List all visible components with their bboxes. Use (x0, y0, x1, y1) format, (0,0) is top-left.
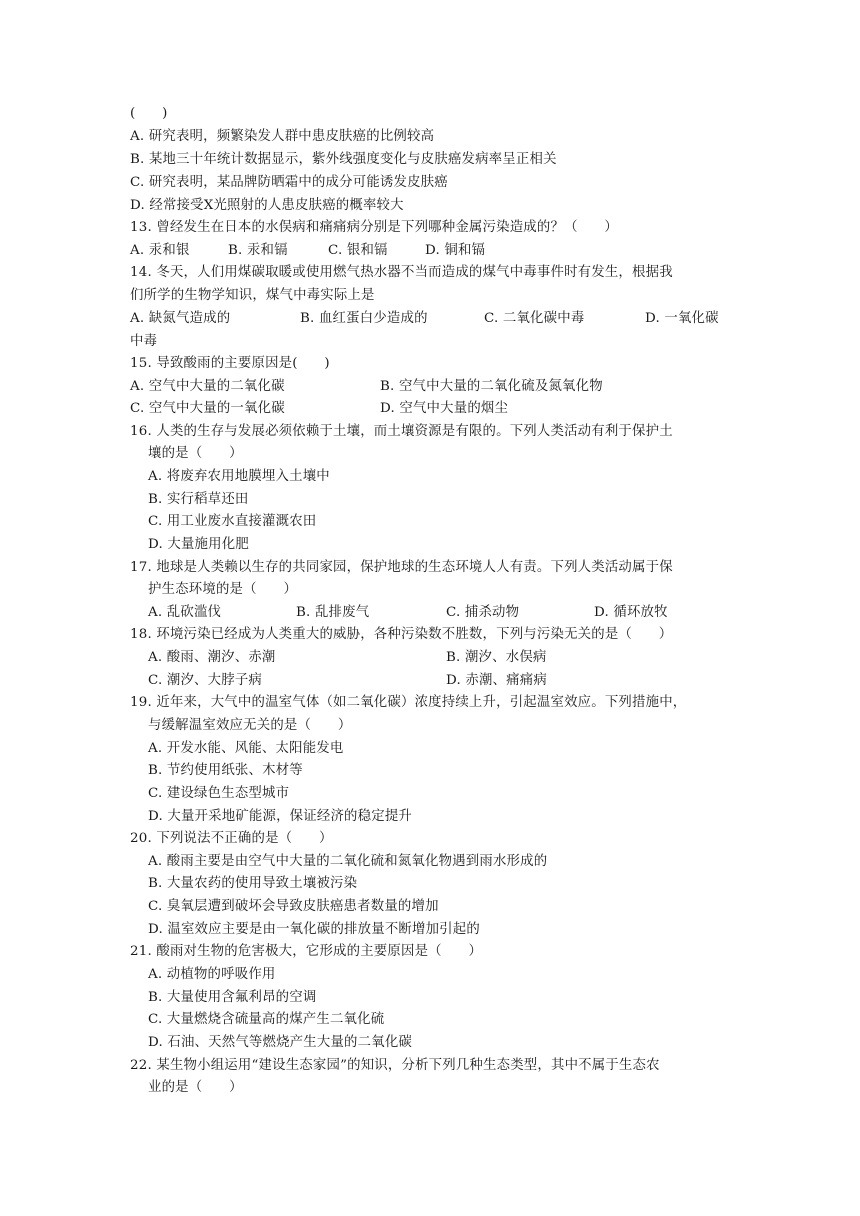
q21-stem: 21. 酸雨对生物的危害极大，它形成的主要原因是（ ） (130, 944, 483, 959)
q12-option-a: A. 研究表明，频繁染发人群中患皮肤癌的比例较高 (130, 129, 435, 144)
q16-option-c: C. 用工业废水直接灌溉农田 (148, 514, 317, 529)
q19-stem-line2: 与缓解温室效应无关的是（ ） (148, 718, 352, 733)
q16-option-b: B. 实行稻草还田 (148, 492, 249, 507)
q18-option-b: B. 潮汐、水俣病 (446, 650, 547, 665)
q17-option-b: B. 乱排废气 (296, 605, 370, 620)
q12-option-d: D. 经常接受X光照射的人患皮肤癌的概率较大 (130, 198, 404, 213)
q12-stem-tail: ( ) (130, 106, 168, 121)
q19-option-a: A. 开发水能、风能、太阳能发电 (148, 741, 344, 756)
q16-option-d: D. 大量施用化肥 (148, 537, 249, 552)
q16-stem-line1: 16. 人类的生存与发展必须依赖于土壤，而土壤资源是有限的。下列人类活动有利于保护土 (130, 424, 673, 439)
q14-stem-line2: 们所学的生物学知识，煤气中毒实际上是 (130, 288, 375, 303)
q18-option-c: C. 潮汐、大脖子病 (148, 673, 263, 688)
q19-stem-line1: 19. 近年来，大气中的温室气体（如二氧化碳）浓度持续上升，引起温室效应。下列措施中， (130, 695, 687, 710)
q12-option-c: C. 研究表明，某品牌防晒霜中的成分可能诱发皮肤癌 (130, 175, 448, 190)
q13-option-b: B. 汞和镉 (228, 243, 288, 258)
q19-option-c: C. 建设绿色生态型城市 (148, 786, 290, 801)
q22-stem-line1: 22. 某生物小组运用“建设生态家园”的知识，分析下列几种生态类型，其中不属于生态农 (130, 1058, 660, 1073)
q18-stem: 18. 环境污染已经成为人类重大的威胁，各种污染数不胜数，下列与污染无关的是（ ） (130, 627, 673, 642)
q13-stem: 13. 曾经发生在日本的水俣病和痛痛病分别是下列哪种金属污染造成的？（ ） (130, 220, 618, 235)
q20-option-b: B. 大量农药的使用导致土壤被污染 (148, 876, 358, 891)
q21-option-c: C. 大量燃烧含硫量高的煤产生二氧化硫 (148, 1012, 385, 1027)
q18-option-d: D. 赤潮、痛痛病 (446, 673, 547, 688)
q14-option-d-wrap: 中毒 (130, 334, 158, 349)
q16-option-a: A. 将废弃农用地膜埋入土壤中 (148, 469, 330, 484)
q20-option-a: A. 酸雨主要是由空气中大量的二氧化硫和氮氧化物遇到雨水形成的 (148, 854, 548, 869)
q18-option-a: A. 酸雨、潮汐、赤潮 (148, 650, 276, 665)
q12-option-b: B. 某地三十年统计数据显示，紫外线强度变化与皮肤癌发病率呈正相关 (130, 152, 557, 167)
q21-option-a: A. 动植物的呼吸作用 (148, 967, 276, 982)
q14-stem-line1: 14. 冬天，人们用煤碳取暖或使用燃气热水器不当而造成的煤气中毒事件时有发生，根据我 (130, 265, 673, 280)
q17-stem-line1: 17. 地球是人类赖以生存的共同家园，保护地球的生态环境人人有责。下列人类活动属于保 (130, 560, 673, 575)
q21-option-d: D. 石油、天然气等燃烧产生大量的二氧化碳 (148, 1035, 413, 1050)
q17-option-a: A. 乱砍滥伐 (148, 605, 222, 620)
q14-option-a: A. 缺氮气造成的 (130, 311, 231, 326)
q17-stem-line2: 护生态环境的是（ ） (148, 582, 298, 597)
q20-option-c: C. 臭氧层遭到破坏会导致皮肤癌患者数量的增加 (148, 899, 439, 914)
q14-option-b: B. 血红蛋白少造成的 (300, 311, 428, 326)
q15-option-d: D. 空气中大量的烟尘 (380, 401, 509, 416)
q20-stem: 20. 下列说法不正确的是（ ） (130, 831, 333, 846)
q15-stem: 15. 导致酸雨的主要原因是( ) (130, 356, 330, 371)
q21-option-b: B. 大量使用含氟利昂的空调 (148, 990, 317, 1005)
q16-stem-line2: 壤的是（ ） (148, 446, 243, 461)
q22-stem-line2: 业的是（ ） (148, 1080, 243, 1095)
q13-option-c: C. 银和镉 (328, 243, 388, 258)
q15-option-b: B. 空气中大量的二氧化硫及氮氧化物 (380, 379, 603, 394)
q19-option-d: D. 大量开采地矿能源，保证经济的稳定提升 (148, 809, 413, 824)
q15-option-c: C. 空气中大量的一氧化碳 (130, 401, 285, 416)
q17-option-c: C. 捕杀动物 (446, 605, 520, 620)
q14-option-d: D. 一氧化碳 (645, 311, 719, 326)
q13-option-d: D. 铜和镉 (425, 243, 486, 258)
q15-option-a: A. 空气中大量的二氧化碳 (130, 379, 285, 394)
q19-option-b: B. 节约使用纸张、木材等 (148, 763, 303, 778)
q17-option-d: D. 循环放牧 (594, 605, 668, 620)
q14-option-c: C. 二氧化碳中毒 (484, 311, 585, 326)
q13-option-a: A. 汞和银 (130, 243, 190, 258)
q20-option-d: D. 温室效应主要是由一氧化碳的排放量不断增加引起的 (148, 922, 480, 937)
